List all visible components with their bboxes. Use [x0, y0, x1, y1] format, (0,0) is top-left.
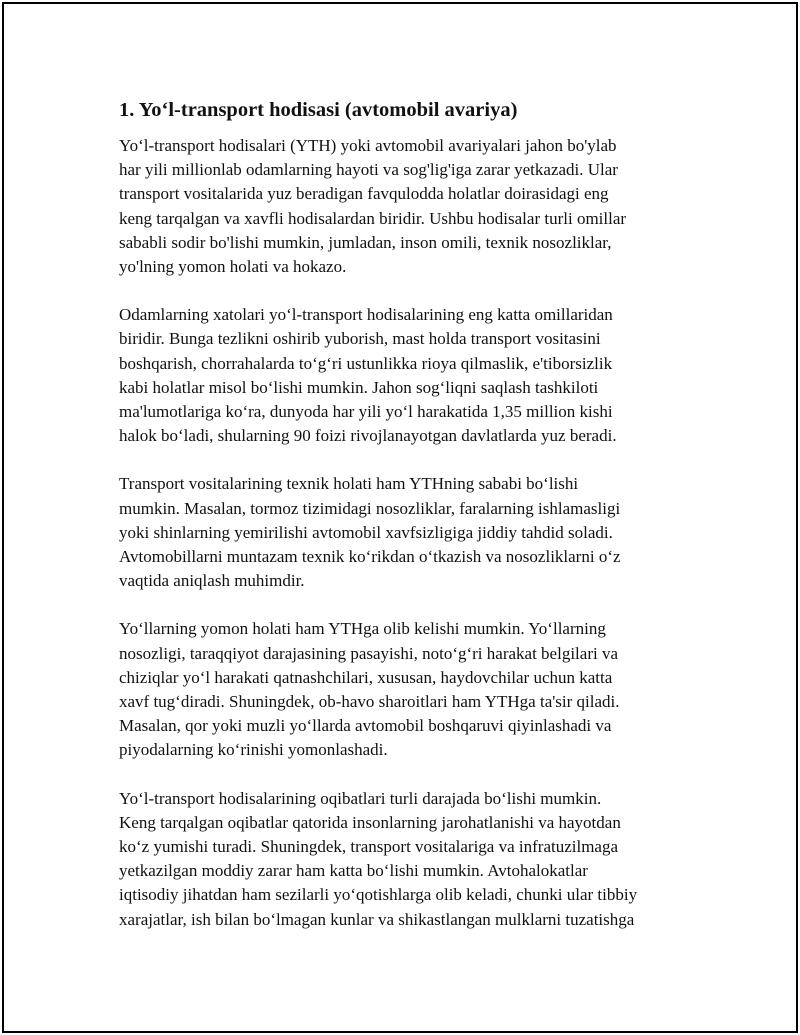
text-line: Yo‘llarning yomon holati ham YTHga olib kelishi mumkin. Yo‘llarning	[119, 619, 606, 639]
text-line: sababli sodir bo'lishi mumkin, jumladan, inson omili, texnik nosozliklar,	[119, 232, 612, 252]
text-line: biridir. Bunga tezlikni oshirib yuborish, mast holda transport vositasini	[119, 329, 601, 349]
paragraph-3	[119, 472, 684, 593]
text-line: halok bo‘ladi, shularning 90 foizi rivojlanayotgan davlatlarda yuz beradi.	[119, 426, 617, 446]
text-line: keng tarqalgan va xavfli hodisalardan biridir. Ushbu hodisalar turli omillar	[119, 208, 627, 228]
text-line: ma'lumotlariga ko‘ra, dunyoda har yili yo‘l harakatida 1,35 million kishi	[119, 402, 613, 422]
text-line: yoki shinlarning yemirilishi avtomobil xavfsizligiga jiddiy tahdid soladi.	[119, 522, 613, 542]
text-line: xavf tug‘diradi. Shuningdek, ob-havo sharoitlari ham YTHga ta'sir qiladi.	[119, 692, 620, 712]
text-line: Yo‘l-transport hodisalari (YTH) yoki avtomobil avariyalari jahon bo'ylab	[119, 136, 617, 155]
text-line: boshqarish, chorrahalarda to‘g‘ri ustunlikka rioya qilmaslik, e'tiborsizlik	[119, 353, 613, 373]
text-line: vaqtida aniqlash muhimdir.	[119, 571, 305, 591]
text-line: kabi holatlar misol bo‘lishi mumkin. Jahon sog‘liqni saqlash tashkiloti	[119, 377, 599, 397]
paragraph-2	[119, 303, 684, 448]
text-line: Avtomobillarni muntazam texnik ko‘rikdan o‘tkazish va nosozliklarni o‘z	[119, 547, 621, 567]
text-line: ko‘z yumishi turadi. Shuningdek, transport vositalariga va infratuzilmaga	[119, 837, 619, 857]
text-line: iqtisodiy jihatdan ham sezilarli yo‘qotishlarga olib keladi, chunki ular tibbiy	[119, 885, 638, 905]
text-line: piyodalarning ko‘rinishi yomonlashadi.	[119, 740, 388, 760]
text-line: yo'lning yomon holati va hokazo.	[119, 257, 347, 277]
text-line: har yili millionlab odamlarning hayoti va sog'lig'iga zarar yetkazadi. Ular	[119, 160, 618, 180]
text-line: Odamlarning xatolari yo‘l-transport hodisalarining eng katta omillaridan	[119, 305, 613, 325]
paragraph-1	[119, 134, 684, 279]
text-line: xarajatlar, ish bilan bo‘lmagan kunlar va shikastlangan mulklarni tuzatishga	[119, 909, 635, 929]
text-line: chiziqlar yo‘l harakati qatnashchilari, xususan, haydovchilar uchun katta	[119, 667, 613, 687]
text-line: nosozligi, taraqqiyot darajasining pasayishi, noto‘g‘ri harakat belgilari va	[119, 643, 618, 663]
text-line: yetkazilgan moddiy zarar ham katta bo‘lishi mumkin. Avtohalokatlar	[119, 861, 588, 881]
paragraph-5	[119, 787, 684, 932]
document-title: 1. Yo‘l-transport hodisasi (avtomobil avariya)	[119, 99, 518, 121]
text-line: transport vositalarida yuz beradigan favqulodda holatlar doirasidagi eng	[119, 184, 609, 204]
text-line: mumkin. Masalan, tormoz tizimidagi nosozliklar, faralarning ishlamasligi	[119, 498, 621, 518]
text-line: Keng tarqalgan oqibatlar qatorida insonlarning jarohatlanishi va hayotdan	[119, 812, 621, 832]
page-frame	[2, 2, 798, 1033]
document-body	[119, 96, 684, 956]
text-line: Yo‘l-transport hodisalarining oqibatlari turli darajada bo‘lishi mumkin.	[119, 788, 602, 808]
text-line: Masalan, qor yoki muzli yo‘llarda avtomobil boshqaruvi qiyinlashadi va	[119, 716, 612, 736]
text-line: Transport vositalarining texnik holati ham YTHning sababi bo‘lishi	[119, 474, 579, 494]
paragraph-4	[119, 617, 684, 762]
